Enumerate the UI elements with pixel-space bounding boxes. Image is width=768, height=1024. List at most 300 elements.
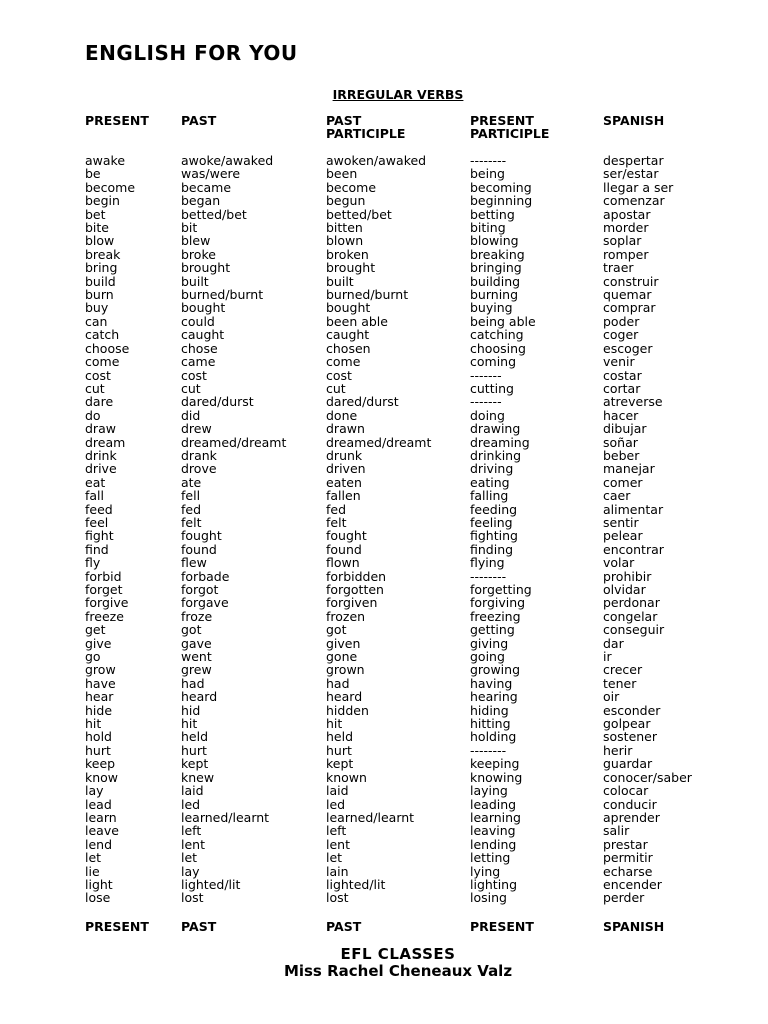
cell-past-participle: chosen: [326, 340, 371, 356]
cell-present: hear: [85, 689, 114, 705]
cell-present: build: [85, 273, 116, 289]
cell-present-participle: fighting: [470, 528, 518, 544]
cell-past: hurt: [181, 742, 207, 758]
header-present-participle: PRESENT PARTICIPLE: [470, 113, 550, 142]
table-row: [0, 248, 768, 261]
cell-past-participle: hurt: [326, 742, 352, 758]
cell-present: bite: [85, 220, 109, 236]
cell-present: bet: [85, 206, 106, 222]
cell-past-participle: lain: [326, 863, 349, 879]
cell-past-participle: come: [326, 354, 361, 370]
cell-spanish: echarse: [603, 863, 653, 879]
cell-present-participle: burning: [470, 287, 519, 303]
cell-present-participle: letting: [470, 850, 511, 866]
footer-past-participle: PAST: [326, 919, 362, 934]
cell-past: became: [181, 179, 232, 195]
cell-past: ate: [181, 474, 202, 490]
cell-present: forgive: [85, 595, 129, 611]
cell-spanish: atreverse: [603, 394, 663, 410]
cell-past: lent: [181, 836, 205, 852]
table-row: [0, 717, 768, 730]
cell-past: awoke/awaked: [181, 153, 274, 168]
table-row: [0, 851, 768, 864]
table-row: [0, 422, 768, 435]
cell-past-participle: kept: [326, 756, 354, 772]
table-row: [0, 677, 768, 690]
cell-spanish: apostar: [603, 206, 651, 222]
cell-past-participle: hit: [326, 716, 343, 732]
cell-past-participle: betted/bet: [326, 206, 392, 222]
cell-past: broke: [181, 246, 216, 262]
cell-past: forgot: [181, 582, 219, 597]
cell-present: know: [85, 769, 119, 785]
cell-past-participle: known: [326, 769, 367, 785]
cell-past: cut: [181, 380, 201, 396]
cell-present-participle: losing: [470, 890, 507, 906]
cell-spanish: ser/estar: [603, 166, 659, 182]
table-row: [0, 744, 768, 757]
cell-present: fly: [85, 555, 101, 571]
cell-past-participle: lent: [326, 836, 350, 852]
cell-past: forgave: [181, 595, 229, 611]
table-row: [0, 234, 768, 247]
cell-past-participle: cut: [326, 380, 346, 396]
table-row: [0, 301, 768, 314]
cell-present: let: [85, 850, 102, 866]
cell-present-participle: dreaming: [470, 434, 530, 450]
credits-line-1: EFL CLASSES: [340, 945, 456, 963]
cell-past-participle: got: [326, 622, 347, 638]
cell-past: knew: [181, 769, 215, 785]
cell-past-participle: learned/learnt: [326, 809, 415, 825]
cell-spanish: perder: [603, 890, 645, 906]
cell-present: burn: [85, 287, 114, 303]
cell-spanish: permitir: [603, 850, 653, 866]
cell-past-participle: driven: [326, 461, 366, 477]
cell-past: did: [181, 407, 201, 423]
cell-past-participle: given: [326, 635, 361, 651]
cell-past-participle: hidden: [326, 702, 369, 718]
cell-present: break: [85, 246, 121, 262]
cell-present: find: [85, 541, 109, 557]
cell-past: left: [181, 823, 202, 839]
cell-past-participle: left: [326, 823, 347, 839]
cell-spanish: traer: [603, 260, 634, 276]
table-row: [0, 275, 768, 288]
table-row: [0, 570, 768, 583]
cell-spanish: romper: [603, 246, 649, 262]
cell-past: let: [181, 850, 198, 866]
cell-past-participle: been able: [326, 313, 388, 329]
cell-past-participle: found: [326, 541, 362, 557]
cell-present-participle: driving: [470, 461, 514, 477]
cell-past: drank: [181, 447, 217, 463]
cell-present: lead: [85, 796, 112, 812]
cell-past: heard: [181, 689, 218, 705]
cell-present: feed: [85, 501, 113, 517]
cell-past-participle: heard: [326, 689, 363, 705]
page-title: ENGLISH FOR YOU: [85, 41, 298, 65]
cell-past-participle: laid: [326, 783, 349, 799]
table-row: [0, 838, 768, 851]
cell-past: brought: [181, 260, 231, 276]
cell-past-participle: fallen: [326, 488, 361, 504]
cell-past-participle: drawn: [326, 421, 365, 437]
footer-spanish: SPANISH: [603, 919, 665, 934]
cell-present: lose: [85, 890, 111, 906]
cell-past-participle: been: [326, 166, 358, 182]
cell-past: blew: [181, 233, 211, 249]
cell-spanish: soñar: [603, 434, 638, 450]
cell-past: kept: [181, 756, 209, 772]
cell-spanish: despertar: [603, 153, 664, 168]
table-row: [0, 556, 768, 569]
table-row: [0, 583, 768, 596]
header-past-participle: PAST PARTICIPLE: [326, 113, 406, 142]
table-row: [0, 704, 768, 717]
cell-past-participle: bitten: [326, 220, 363, 236]
cell-present: fight: [85, 528, 114, 544]
cell-past-participle: felt: [326, 514, 347, 530]
table-row: [0, 663, 768, 676]
cell-present: drive: [85, 461, 117, 477]
cell-present-participle: keeping: [470, 756, 520, 772]
cell-past-participle: blown: [326, 233, 364, 249]
table-row: [0, 154, 768, 167]
cell-past-participle: dreamed/dreamt: [326, 434, 432, 450]
table-row: [0, 610, 768, 623]
cell-past-participle: forgotten: [326, 582, 384, 597]
cell-present: hide: [85, 702, 113, 718]
cell-spanish: construir: [603, 273, 659, 289]
header-spanish: SPANISH: [603, 113, 665, 128]
cell-past-participle: awoken/awaked: [326, 153, 427, 168]
cell-present: hurt: [85, 742, 111, 758]
cell-present: do: [85, 407, 101, 423]
cell-present: freeze: [85, 608, 124, 624]
cell-spanish: congelar: [603, 608, 658, 624]
cell-past-participle: forgiven: [326, 595, 378, 611]
cell-past: forbade: [181, 568, 230, 584]
cell-spanish: soplar: [603, 233, 642, 249]
footer-present-participle: PRESENT: [470, 919, 534, 934]
cell-spanish: dibujar: [603, 421, 647, 437]
table-row: [0, 784, 768, 797]
cell-present-participle: falling: [470, 488, 509, 504]
cell-past: bit: [181, 220, 198, 236]
cell-past-participle: lost: [326, 890, 349, 906]
cell-present: lend: [85, 836, 113, 852]
cell-present: drink: [85, 447, 117, 463]
cell-past-participle: caught: [326, 327, 370, 343]
cell-present: come: [85, 354, 120, 370]
table-row: [0, 623, 768, 636]
cell-past: grew: [181, 662, 212, 678]
cell-spanish: alimentar: [603, 501, 664, 517]
cell-past: burned/burnt: [181, 287, 264, 303]
table-row: [0, 476, 768, 489]
table-row: [0, 824, 768, 837]
cell-past-participle: burned/burnt: [326, 287, 409, 303]
cell-past-participle: forbidden: [326, 568, 387, 584]
cell-past-participle: built: [326, 273, 354, 289]
cell-spanish: perdonar: [603, 595, 660, 611]
cell-present-participle: leaving: [470, 823, 516, 839]
credits-line-2: Miss Rachel Cheneaux Valz: [283, 962, 513, 980]
cell-present-participle: holding: [470, 729, 517, 745]
cell-past: lighted/lit: [181, 876, 241, 892]
cell-present: choose: [85, 340, 130, 356]
cell-past: dared/durst: [181, 394, 254, 410]
cell-present-participle: being: [470, 166, 505, 182]
table-row: [0, 395, 768, 408]
cell-spanish: costar: [603, 367, 642, 383]
cell-spanish: salir: [603, 823, 630, 839]
cell-present: awake: [85, 153, 126, 168]
cell-spanish: volar: [603, 555, 635, 571]
table-row: [0, 529, 768, 542]
cell-present-participle: hitting: [470, 716, 511, 732]
cell-present-participle: --------: [470, 568, 507, 584]
table-row: [0, 462, 768, 475]
cell-past: learned/learnt: [181, 809, 270, 825]
cell-past: bought: [181, 300, 226, 316]
cell-spanish: golpear: [603, 716, 651, 732]
cell-present: forbid: [85, 568, 122, 584]
cell-past-participle: lighted/lit: [326, 876, 386, 892]
cell-past-participle: grown: [326, 662, 365, 678]
cell-spanish: quemar: [603, 287, 652, 303]
cell-past: gave: [181, 635, 212, 651]
cell-present-participle: lying: [470, 863, 501, 879]
cell-spanish: llegar a ser: [603, 179, 674, 195]
cell-present-participle: hearing: [470, 689, 518, 705]
cell-spanish: encender: [603, 876, 662, 892]
cell-present-participle: being able: [470, 313, 536, 329]
cell-present-participle: finding: [470, 541, 514, 557]
table-row: [0, 811, 768, 824]
cell-spanish: guardar: [603, 756, 653, 772]
cell-past: led: [181, 796, 201, 812]
cell-present-participle: buying: [470, 300, 513, 316]
cell-past: lay: [181, 863, 200, 879]
cell-present: keep: [85, 756, 116, 772]
cell-present: be: [85, 166, 101, 182]
cell-present-participle: getting: [470, 622, 515, 638]
cell-present-participle: knowing: [470, 769, 523, 785]
cell-spanish: conocer/saber: [603, 769, 692, 785]
cell-past-participle: broken: [326, 246, 369, 262]
cell-present-participle: drawing: [470, 421, 521, 437]
table-row: [0, 167, 768, 180]
cell-past: cost: [181, 367, 207, 383]
cell-present: learn: [85, 809, 117, 825]
cell-present: go: [85, 649, 101, 665]
cell-past: could: [181, 313, 215, 329]
header-past: PAST: [181, 113, 217, 128]
cell-past: felt: [181, 514, 202, 530]
cell-past: came: [181, 354, 216, 370]
cell-present: can: [85, 313, 108, 329]
cell-present-participle: cutting: [470, 380, 514, 396]
cell-past: went: [181, 649, 212, 665]
cell-present-participle: leading: [470, 796, 517, 812]
table-row: [0, 181, 768, 194]
cell-past: flew: [181, 555, 207, 571]
table-row: [0, 449, 768, 462]
cell-past: drove: [181, 461, 217, 477]
cell-present-participle: building: [470, 273, 521, 289]
cell-spanish: crecer: [603, 662, 643, 678]
table-row: [0, 865, 768, 878]
cell-past: fought: [181, 528, 222, 544]
table-row: [0, 798, 768, 811]
cell-spanish: prestar: [603, 836, 648, 852]
cell-spanish: ir: [603, 649, 612, 665]
cell-present-participle: bringing: [470, 260, 522, 276]
cell-past-participle: flown: [326, 555, 360, 571]
section-title: IRREGULAR VERBS: [332, 87, 464, 102]
table-row: [0, 288, 768, 301]
cell-present-participle: coming: [470, 354, 517, 370]
cell-past: was/were: [181, 166, 241, 182]
table-row: [0, 355, 768, 368]
cell-present: lay: [85, 783, 104, 799]
cell-past-participle: done: [326, 407, 358, 423]
cell-past-participle: bought: [326, 300, 371, 316]
table-row: [0, 730, 768, 743]
cell-present-participle: biting: [470, 220, 506, 236]
cell-present-participle: eating: [470, 474, 510, 490]
cell-past-participle: eaten: [326, 474, 362, 490]
cell-present-participle: freezing: [470, 608, 521, 624]
cell-past: began: [181, 193, 221, 209]
cell-present-participle: -------: [470, 394, 502, 410]
cell-past-participle: become: [326, 179, 377, 195]
cell-spanish: comenzar: [603, 193, 665, 209]
cell-present-participle: forgiving: [470, 595, 526, 611]
cell-present: catch: [85, 327, 120, 343]
cell-present-participle: feeding: [470, 501, 518, 517]
cell-spanish: colocar: [603, 783, 649, 799]
cell-spanish: poder: [603, 313, 640, 329]
cell-present-participle: doing: [470, 407, 505, 423]
cell-present: hold: [85, 729, 112, 745]
cell-present: lie: [85, 863, 100, 879]
cell-past-participle: fed: [326, 501, 347, 517]
cell-past: fed: [181, 501, 202, 517]
cell-spanish: caer: [603, 488, 631, 504]
cell-spanish: prohibir: [603, 568, 652, 584]
cell-spanish: conseguir: [603, 622, 665, 638]
cell-past: hit: [181, 716, 198, 732]
cell-spanish: oir: [603, 689, 620, 705]
cell-present: forget: [85, 582, 123, 597]
cell-spanish: manejar: [603, 461, 655, 477]
cell-past-participle: cost: [326, 367, 352, 383]
footer-past: PAST: [181, 919, 217, 934]
cell-past-participle: begun: [326, 193, 366, 209]
cell-present: feel: [85, 514, 109, 530]
cell-present-participle: forgetting: [470, 582, 532, 597]
cell-present: get: [85, 622, 106, 638]
cell-past-participle: brought: [326, 260, 376, 276]
cell-present: give: [85, 635, 112, 651]
verb-table: [0, 154, 768, 905]
cell-past-participle: had: [326, 675, 350, 691]
cell-present: bring: [85, 260, 118, 276]
cell-present: have: [85, 675, 116, 691]
cell-spanish: cortar: [603, 380, 641, 396]
cell-past: held: [181, 729, 209, 745]
table-row: [0, 503, 768, 516]
cell-spanish: escoger: [603, 340, 653, 356]
cell-present: cost: [85, 367, 111, 383]
cell-past: found: [181, 541, 217, 557]
cell-present-participle: learning: [470, 809, 521, 825]
cell-past: laid: [181, 783, 204, 799]
cell-spanish: dar: [603, 635, 624, 651]
cell-present-participle: having: [470, 675, 513, 691]
cell-present: begin: [85, 193, 120, 209]
cell-past: betted/bet: [181, 206, 247, 222]
cell-present-participle: lending: [470, 836, 517, 852]
cell-spanish: encontrar: [603, 541, 664, 557]
cell-past: drew: [181, 421, 212, 437]
table-row: [0, 637, 768, 650]
cell-present-participle: becoming: [470, 179, 532, 195]
cell-spanish: hacer: [603, 407, 639, 423]
table-row: [0, 382, 768, 395]
cell-present: eat: [85, 474, 106, 490]
cell-present-participle: drinking: [470, 447, 522, 463]
cell-past: built: [181, 273, 209, 289]
cell-past: froze: [181, 608, 213, 624]
cell-spanish: pelear: [603, 528, 643, 544]
table-row: [0, 891, 768, 904]
cell-present: light: [85, 876, 113, 892]
table-row: [0, 596, 768, 609]
cell-present-participle: flying: [470, 555, 505, 571]
cell-spanish: conducir: [603, 796, 657, 812]
cell-present: dare: [85, 394, 114, 410]
table-row: [0, 409, 768, 422]
table-row: [0, 194, 768, 207]
cell-spanish: morder: [603, 220, 649, 236]
table-row: [0, 650, 768, 663]
table-row: [0, 261, 768, 274]
cell-past: had: [181, 675, 205, 691]
cell-past: caught: [181, 327, 225, 343]
cell-present-participle: --------: [470, 742, 507, 758]
cell-past: dreamed/dreamt: [181, 434, 287, 450]
cell-present: draw: [85, 421, 116, 437]
cell-present: leave: [85, 823, 119, 839]
table-row: [0, 342, 768, 355]
cell-past: hid: [181, 702, 201, 718]
cell-present-participle: --------: [470, 153, 507, 168]
table-row: [0, 516, 768, 529]
cell-past: got: [181, 622, 202, 638]
cell-present: become: [85, 179, 136, 195]
cell-spanish: tener: [603, 675, 637, 691]
cell-past-participle: led: [326, 796, 346, 812]
cell-present-participle: laying: [470, 783, 508, 799]
cell-spanish: herir: [603, 742, 633, 758]
cell-present: grow: [85, 662, 116, 678]
cell-spanish: sentir: [603, 514, 639, 530]
cell-present-participle: going: [470, 649, 505, 665]
